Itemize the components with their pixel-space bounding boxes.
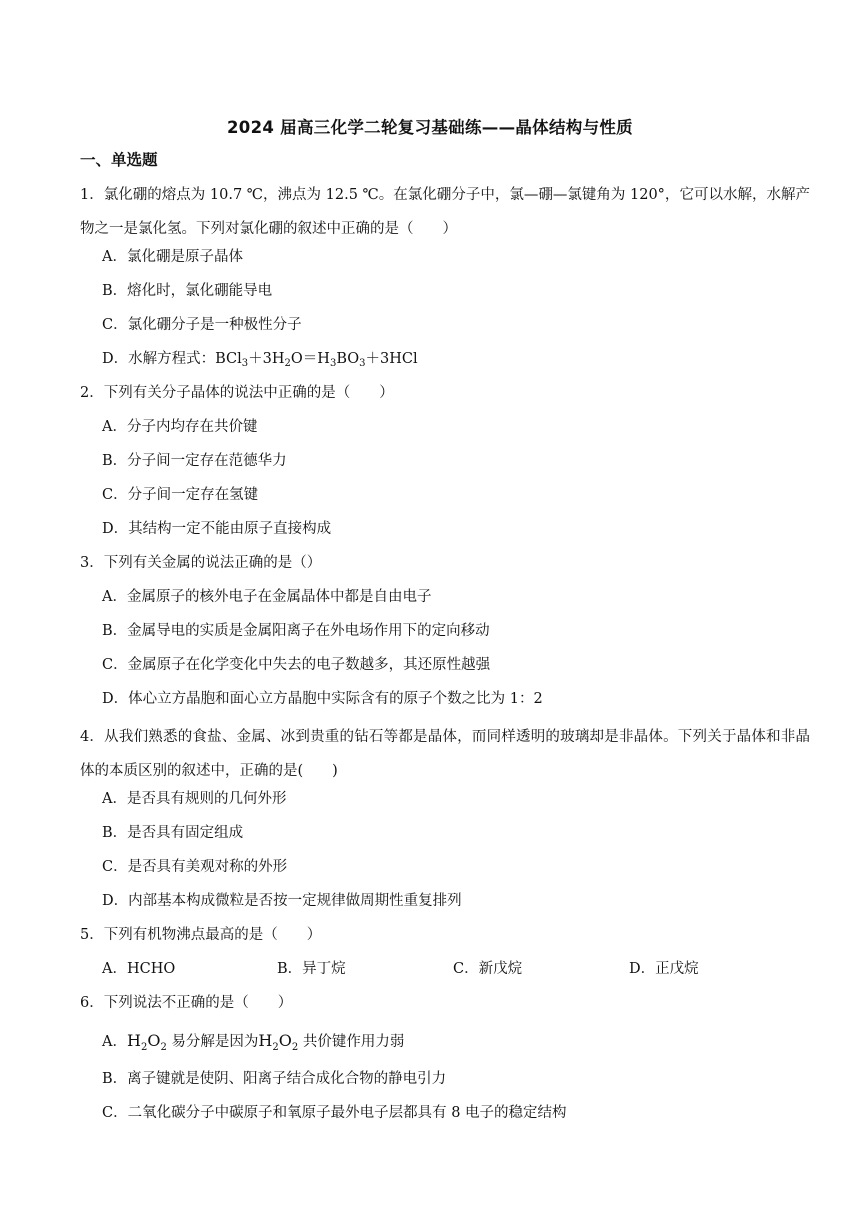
subscript: 2: [140, 1042, 148, 1053]
question-5-option-c[interactable]: C．新戊烷: [453, 961, 523, 977]
question-4-option-a[interactable]: A．是否具有规则的几何外形: [102, 791, 287, 807]
question-6-stem: 6．下列说法不正确的是（ ）: [80, 995, 293, 1011]
subscript: 2: [284, 358, 291, 369]
question-3-stem: 3．下列有关金属的说法正确的是（）: [80, 555, 322, 571]
question-5-option-d[interactable]: D．正戊烷: [629, 961, 699, 977]
subscript: 3: [241, 358, 249, 369]
formula-part: O: [278, 1031, 292, 1050]
option-text: 共价键作用力弱: [298, 1034, 405, 1050]
formula-part: H: [258, 1031, 273, 1050]
section-heading: 一、单选题: [80, 151, 158, 169]
question-1-stem: 1．氯化硼的熔点为 10.7 ℃，沸点为 12.5 ℃。在氯化硼分子中，氯—硼—氯键角为 120°，它可以水解，水解产物之一是氯化氢。下列对氯化硼的叙述中正确的是（ ）: [80, 187, 810, 237]
subscript: 3: [329, 358, 337, 369]
question-3-option-a[interactable]: A．金属原子的核外电子在金属晶体中都是自由电子: [102, 589, 432, 605]
subscript: 3: [359, 358, 366, 369]
question-6-option-b[interactable]: B．离子键就是使阴、阳离子结合成化合物的静电引力: [102, 1071, 447, 1087]
equation-part: D．水解方程式：BCl: [102, 351, 242, 367]
question-4-option-d[interactable]: D．内部基本构成微粒是否按一定规律做周期性重复排列: [102, 893, 462, 909]
question-3-option-b[interactable]: B．金属导电的实质是金属阳离子在外电场作用下的定向移动: [102, 623, 490, 639]
question-3-option-c[interactable]: C．金属原子在化学变化中失去的电子数越多，其还原性越强: [102, 657, 491, 673]
equation-part: BO: [336, 351, 360, 367]
subscript: 2: [272, 1042, 279, 1053]
question-2-option-b[interactable]: B．分子间一定存在范德华力: [102, 453, 287, 469]
option-text: 易分解是因为: [166, 1034, 259, 1050]
question-4-option-c[interactable]: C．是否具有美观对称的外形: [102, 859, 288, 875]
question-2-option-c[interactable]: C．分子间一定存在氢键: [102, 487, 259, 503]
question-6-option-a[interactable]: [102, 1030, 404, 1059]
question-6-option-c[interactable]: C．二氧化碳分子中碳原子和氧原子最外电子层都具有 8 电子的稳定结构: [102, 1105, 567, 1121]
formula-part: H: [126, 1031, 141, 1050]
equation-part: ＋3H: [248, 351, 285, 367]
equation-part: ＋3HCl: [365, 351, 418, 367]
question-2-option-a[interactable]: A．分子内均存在共价键: [102, 419, 258, 435]
subscript: 2: [160, 1042, 167, 1053]
question-5-option-b[interactable]: B．异丁烷: [277, 961, 346, 977]
question-1-option-a[interactable]: A．氯化硼是原子晶体: [102, 249, 243, 265]
question-5-stem: 5．下列有机物沸点最高的是（ ）: [80, 927, 322, 943]
question-5-option-a[interactable]: A．HCHO: [102, 961, 176, 977]
question-4-stem: 4．从我们熟悉的食盐、金属、冰到贵重的钻石等都是晶体，而同样透明的玻璃却是非晶体。下列关于晶体和非晶体的本质区别的叙述中，正确的是( ): [80, 729, 810, 779]
page-title: 2024 届高三化学二轮复习基础练——晶体结构与性质: [227, 118, 633, 137]
formula-part: O: [147, 1031, 161, 1050]
question-1-option-d[interactable]: [102, 348, 418, 375]
question-1-option-b[interactable]: B．熔化时，氯化硼能导电: [102, 283, 273, 299]
question-4-option-b[interactable]: B．是否具有固定组成: [102, 825, 244, 841]
question-2-stem: 2．下列有关分子晶体的说法中正确的是（ ）: [80, 385, 394, 401]
equation-part: O＝H: [290, 351, 330, 367]
question-1-option-c[interactable]: C．氯化硼分子是一种极性分子: [102, 317, 302, 333]
option-letter: A．: [102, 1034, 127, 1050]
subscript: 2: [291, 1042, 299, 1053]
question-2-option-d[interactable]: D．其结构一定不能由原子直接构成: [102, 521, 332, 537]
question-3-option-d[interactable]: D．体心立方晶胞和面心立方晶胞中实际含有的原子个数之比为 1：2: [102, 691, 543, 707]
